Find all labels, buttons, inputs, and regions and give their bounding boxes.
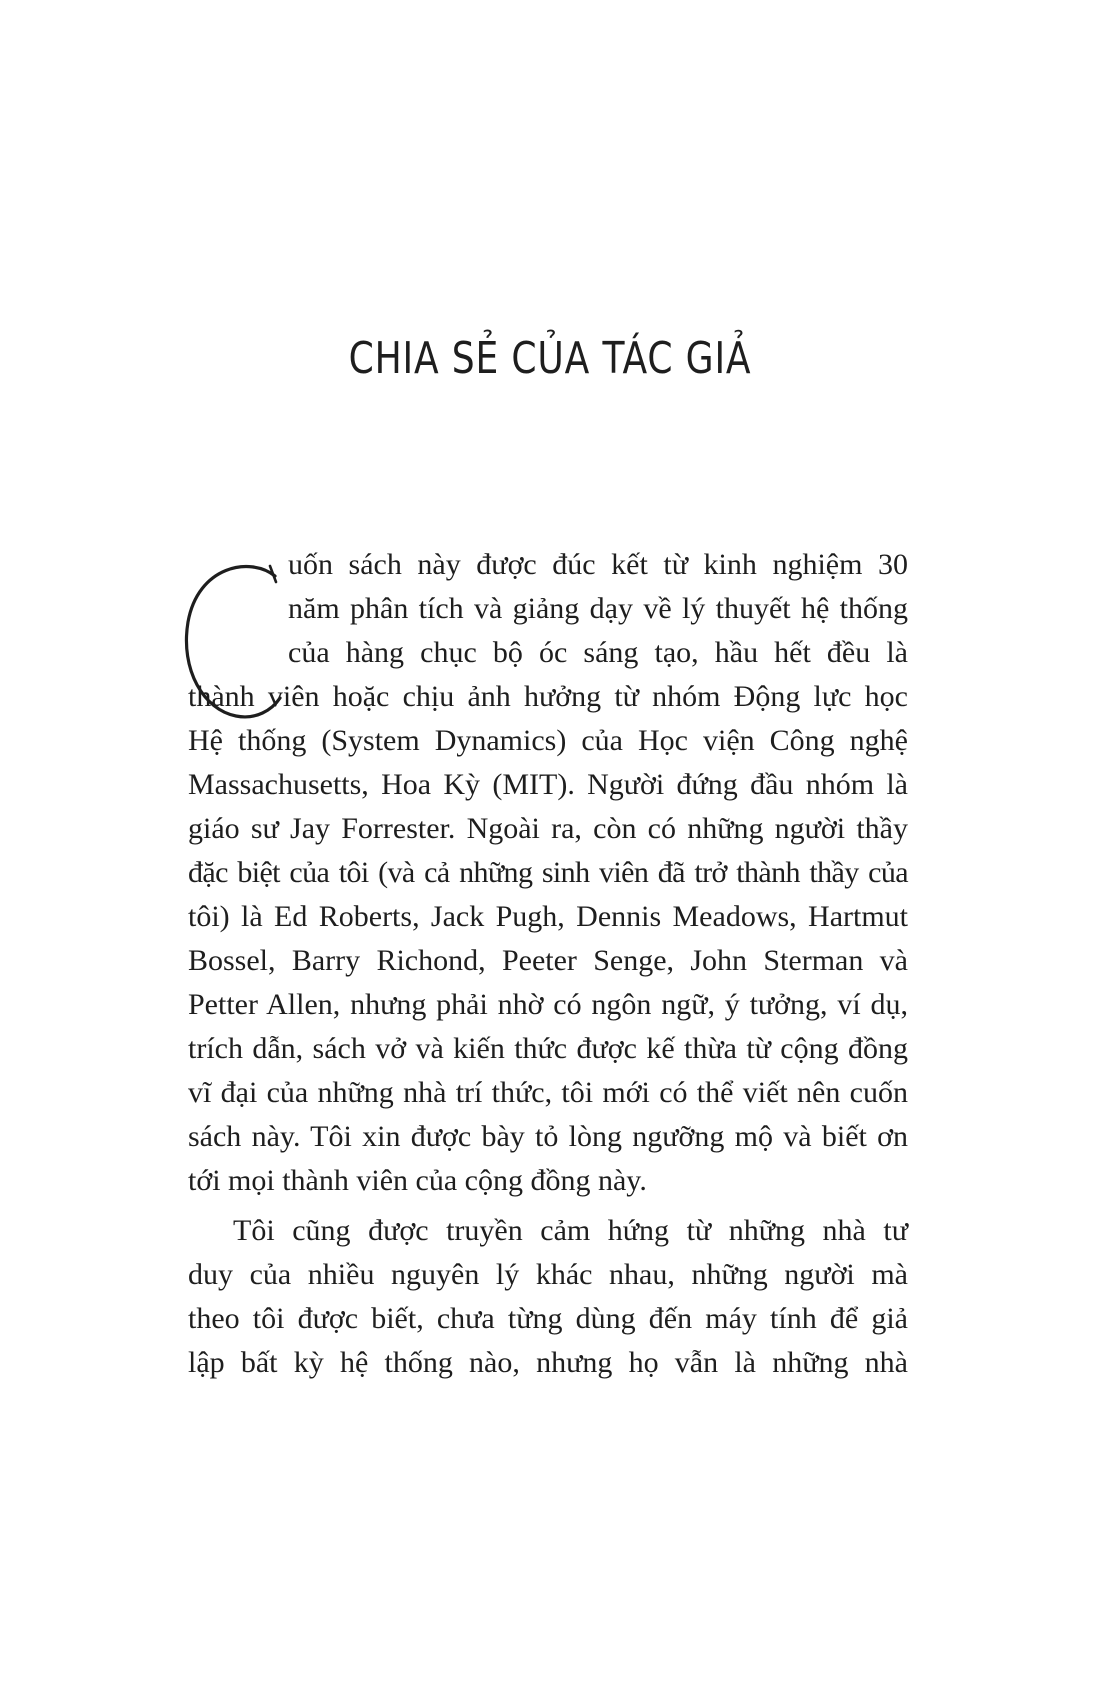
paragraph1-line: đặc biệt của tôi (và cả những sinh viên đã trở thành thầy của — [188, 856, 908, 889]
chapter-title: CHIA SẺ CỦA TÁC GIẢ — [348, 333, 752, 384]
paragraph2-line: duy của nhiều nguyên lý khác nhau, những người mà — [188, 1258, 908, 1291]
paragraph1-line: tôi) là Ed Roberts, Jack Pugh, Dennis Meadows, Hartmut — [188, 900, 908, 933]
paragraph1-line: Bossel, Barry Richond, Peeter Senge, John Sterman và — [188, 944, 908, 977]
paragraph1-line: Petter Allen, nhưng phải nhờ có ngôn ngữ, ý tưởng, ví dụ, — [188, 988, 908, 1021]
paragraph1-line: thành viên hoặc chịu ảnh hưởng từ nhóm Động lực học — [188, 680, 908, 713]
paragraph2-line: lập bất kỳ hệ thống nào, nhưng họ vẫn là những nhà — [188, 1346, 908, 1379]
paragraph1-line: năm phân tích và giảng dạy về lý thuyết hệ thống — [288, 592, 908, 625]
paragraph1-line: trích dẫn, sách vở và kiến thức được kế thừa từ cộng đồng — [188, 1032, 908, 1065]
paragraph2-line: Tôi cũng được truyền cảm hứng từ những nhà tư — [233, 1214, 908, 1247]
paragraph1-line: Massachusetts, Hoa Kỳ (MIT). Người đứng đầu nhóm là — [188, 768, 908, 801]
paragraph1-line: vĩ đại của những nhà trí thức, tôi mới có thể viết nên cuốn — [188, 1076, 908, 1109]
paragraph1-line: của hàng chục bộ óc sáng tạo, hầu hết đều là — [288, 636, 908, 669]
paragraph2-line: theo tôi được biết, chưa từng dùng đến máy tính để giả — [188, 1302, 908, 1335]
paragraph1-line: Hệ thống (System Dynamics) của Học viện Công nghệ — [188, 724, 908, 757]
paragraph1-line: uốn sách này được đúc kết từ kinh nghiệm 30 — [288, 548, 908, 581]
paragraph1-line: sách này. Tôi xin được bày tỏ lòng ngưỡng mộ và biết ơn — [188, 1120, 908, 1153]
paragraph1-line: giáo sư Jay Forrester. Ngoài ra, còn có những người thầy — [188, 812, 908, 845]
paragraph1-line: tới mọi thành viên của cộng đồng này. — [188, 1164, 647, 1197]
